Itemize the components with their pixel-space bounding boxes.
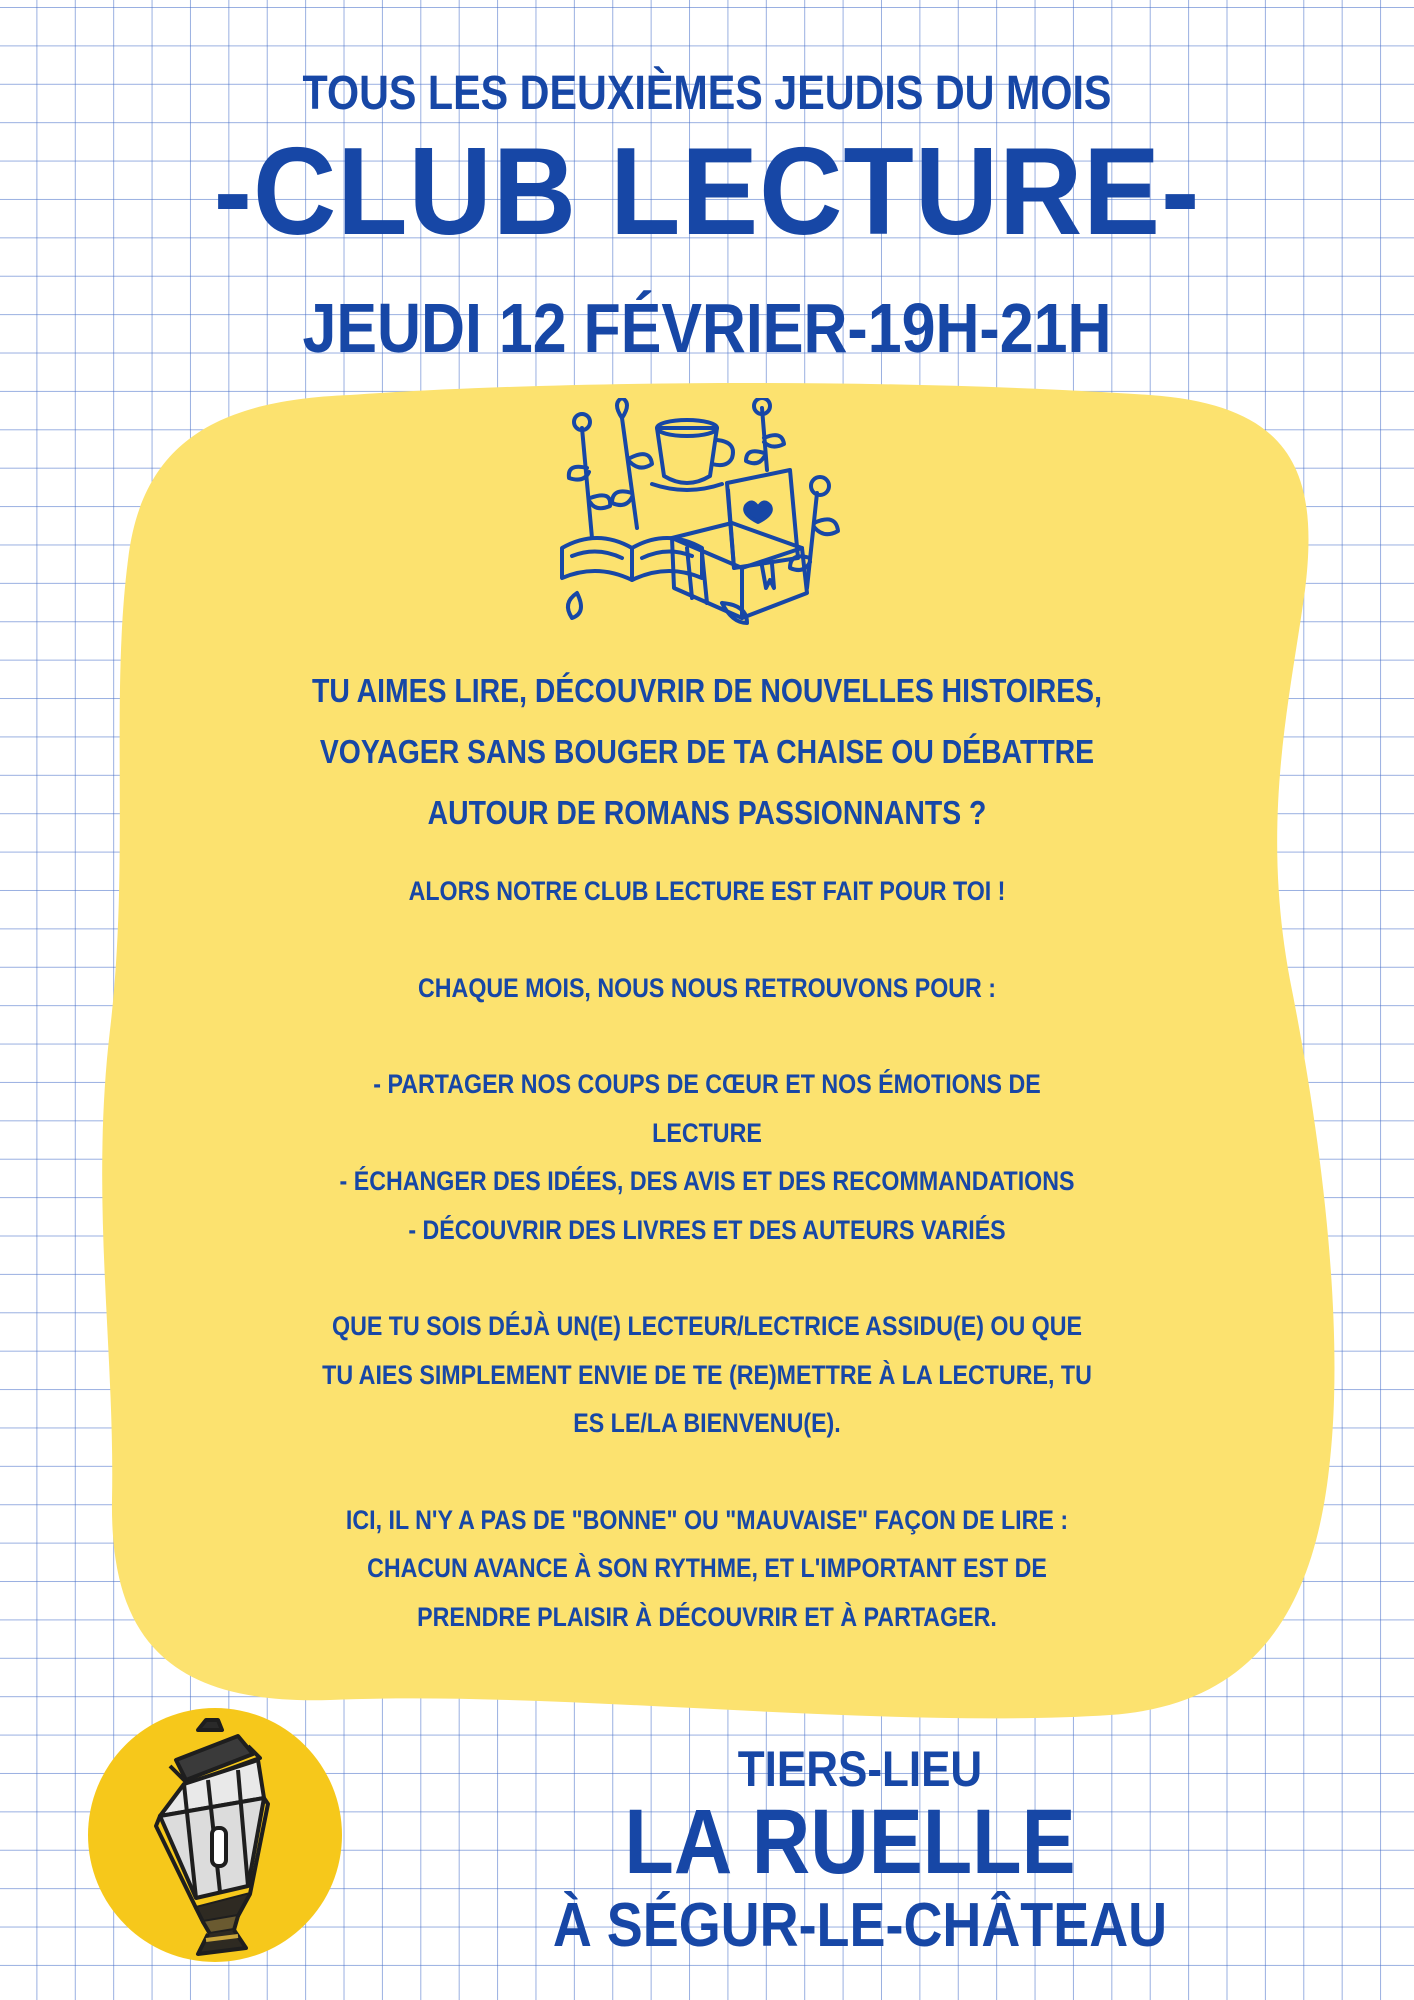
monthly-line: CHAQUE MOIS, NOUS NOUS RETROUVONS POUR : — [418, 972, 996, 1003]
flower-icon — [582, 428, 592, 538]
description-block — [99, 660, 1315, 1641]
venue-location: À SÉGUR-LE-CHÂTEAU — [552, 1891, 1168, 1960]
activity-line: - ÉCHANGER DES IDÉES, DES AVIS ET DES RECOMMANDATIONS — [339, 1166, 1075, 1196]
event-date-time: JEUDI 12 FÉVRIER-19H-21H — [302, 289, 1112, 367]
intro-line: VOYAGER SANS BOUGER DE TA CHAISE OU DÉBATTRE — [319, 733, 1095, 770]
event-title: -CLUB LECTURE- — [213, 123, 1201, 261]
venue-type: TIERS-LIEU — [737, 1741, 983, 1797]
activity-line: LECTURE — [652, 1117, 762, 1148]
welcome-line: QUE TU SOIS DÉJÀ UN(E) LECTEUR/LECTRICE ASSIDU(E) OU QUE — [332, 1311, 1082, 1341]
philosophy-line: PRENDRE PLAISIR À DÉCOUVRIR ET À PARTAGER. — [417, 1601, 997, 1632]
activity-line: - DÉCOUVRIR DES LIVRES ET DES AUTEURS VARIÉS — [408, 1214, 1006, 1245]
intro-line: TU AIMES LIRE, DÉCOUVRIR DE NOUVELLES HISTOIRES, — [311, 672, 1102, 709]
venue-name: LA RUELLE — [624, 1791, 1076, 1893]
philosophy-line: ICI, IL N'Y A PAS DE "BONNE" OU "MAUVAISE" FAÇON DE LIRE : — [345, 1504, 1069, 1535]
activity-line: - PARTAGER NOS COUPS DE CŒUR ET NOS ÉMOTIONS DE — [373, 1069, 1041, 1099]
invite-line: ALORS NOTRE CLUB LECTURE EST FAIT POUR TOI ! — [408, 876, 1006, 906]
schedule-subtitle: TOUS LES DEUXIÈMES JEUDIS DU MOIS — [302, 67, 1112, 120]
intro-line: AUTOUR DE ROMANS PASSIONNANTS ? — [427, 794, 987, 831]
welcome-line: TU AIES SIMPLEMENT ENVIE DE TE (RE)METTRE À LA LECTURE, TU — [322, 1359, 1092, 1390]
street-lantern-logo — [88, 1708, 342, 1962]
books-teacup-illustration — [552, 398, 864, 638]
welcome-line: ES LE/LA BIENVENU(E). — [573, 1408, 841, 1438]
philosophy-line: CHACUN AVANCE À SON RYTHME, ET L'IMPORTANT EST DE — [367, 1553, 1047, 1583]
